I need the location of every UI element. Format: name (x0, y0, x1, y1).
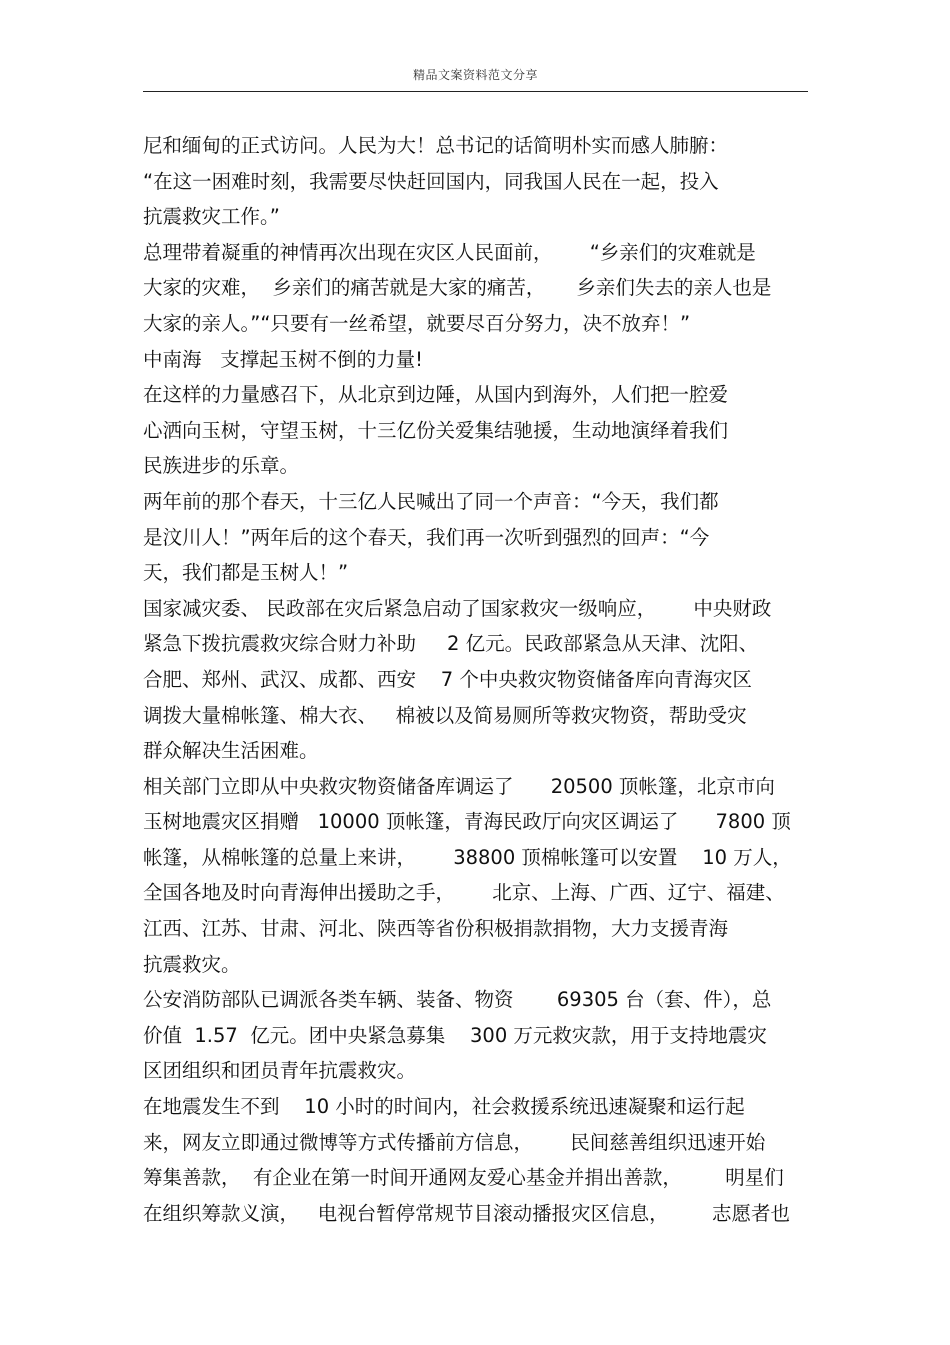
text-line: 在地震发生不到 10 小时的时间内，社会救援系统迅速凝聚和运行起 (143, 1095, 745, 1119)
text-line: 抗震救灾。 (143, 952, 241, 976)
text-line: 中南海 支撑起玉树不倒的力量! (143, 347, 423, 371)
text-line: 抗震救灾工作。” (143, 205, 280, 229)
text-line: 紧急下拨抗震救灾综合财力补助 2 亿元。民政部紧急从天津、沈阳、 (143, 632, 759, 656)
text-line: 大家的亲人。”“只要有一丝希望，就要尽百分努力，决不放弃！” (143, 311, 691, 335)
text-line: 玉树地震灾区捐赠 10000 顶帐篷，青海民政厅向灾区调运了 7800 顶 (143, 810, 791, 834)
text-line: 群众解决生活困难。 (143, 739, 319, 763)
text-line: 帐篷，从棉帐篷的总量上来讲， 38800 顶棉帐篷可以安置 10 万人， (143, 845, 792, 869)
header-rule (143, 91, 808, 92)
text-line: 相关部门立即从中央救灾物资储备库调运了 20500 顶帐篷，北京市向 (143, 774, 775, 798)
page-header: 精品文案资料范文分享 (412, 68, 538, 82)
text-line: 心洒向玉树，守望玉树，十三亿份关爱集结驰援，生动地演绎着我们 (143, 418, 729, 442)
text-line: 在这样的力量感召下，从北京到边陲，从国内到海外，人们把一腔爱 (143, 383, 729, 407)
text-line: 江西、江苏、甘肃、河北、陕西等省份积极捐款捐物，大力支援青海 (143, 917, 729, 941)
text-line: 在组织筹款义演， 电视台暂停常规节目滚动播报灾区信息， 志愿者也 (143, 1201, 790, 1225)
text-line: “在这一困难时刻，我需要尽快赶回国内，同我国人民在一起，投入 (143, 169, 719, 193)
text-line: 总理带着凝重的神情再次出现在灾区人民面前， “乡亲们的灾难就是 (143, 240, 756, 264)
text-line: 筹集善款， 有企业在第一时间开通网友爱心基金并捐出善款， 明星们 (143, 1166, 784, 1190)
text-line: 合肥、郑州、武汉、成都、西安 7 个中央救灾物资储备库向青海灾区 (143, 667, 752, 691)
text-line: 两年前的那个春天，十三亿人民喊出了同一个声音：“今天，我们都 (143, 489, 719, 513)
text-line: 国家减灾委、 民政部在灾后紧急启动了国家救灾一级响应， 中央财政 (143, 596, 772, 620)
text-line: 区团组织和团员青年抗震救灾。 (143, 1059, 417, 1083)
text-line: 是汶川人！”两年后的这个春天，我们再一次听到强烈的回声：“今 (143, 525, 710, 549)
text-line: 调拨大量棉帐篷、棉大衣、 棉被以及简易厕所等救灾物资，帮助受灾 (143, 703, 747, 727)
text-line: 全国各地及时向青海伸出援助之手， 北京、上海、广西、辽宁、福建、 (143, 881, 785, 905)
text-line: 民族进步的乐章。 (143, 454, 300, 478)
text-line: 价值 1.57 亿元。团中央紧急募集 300 万元救灾款，用于支持地震灾 (143, 1023, 767, 1047)
text-line: 天，我们都是玉树人！” (143, 561, 349, 585)
text-line: 大家的灾难， 乡亲们的痛苦就是大家的痛苦， 乡亲们失去的亲人也是 (143, 276, 772, 300)
text-line: 尼和缅甸的正式访问。人民为大！总书记的话简明朴实而感人肺腑： (143, 134, 729, 157)
body-text (143, 128, 808, 1231)
text-line: 来，网友立即通过微博等方式传播前方信息， 民间慈善组织迅速开始 (143, 1130, 766, 1154)
text-line: 公安消防部队已调派各类车辆、装备、物资 69305 台（套、件），总 (143, 988, 772, 1012)
